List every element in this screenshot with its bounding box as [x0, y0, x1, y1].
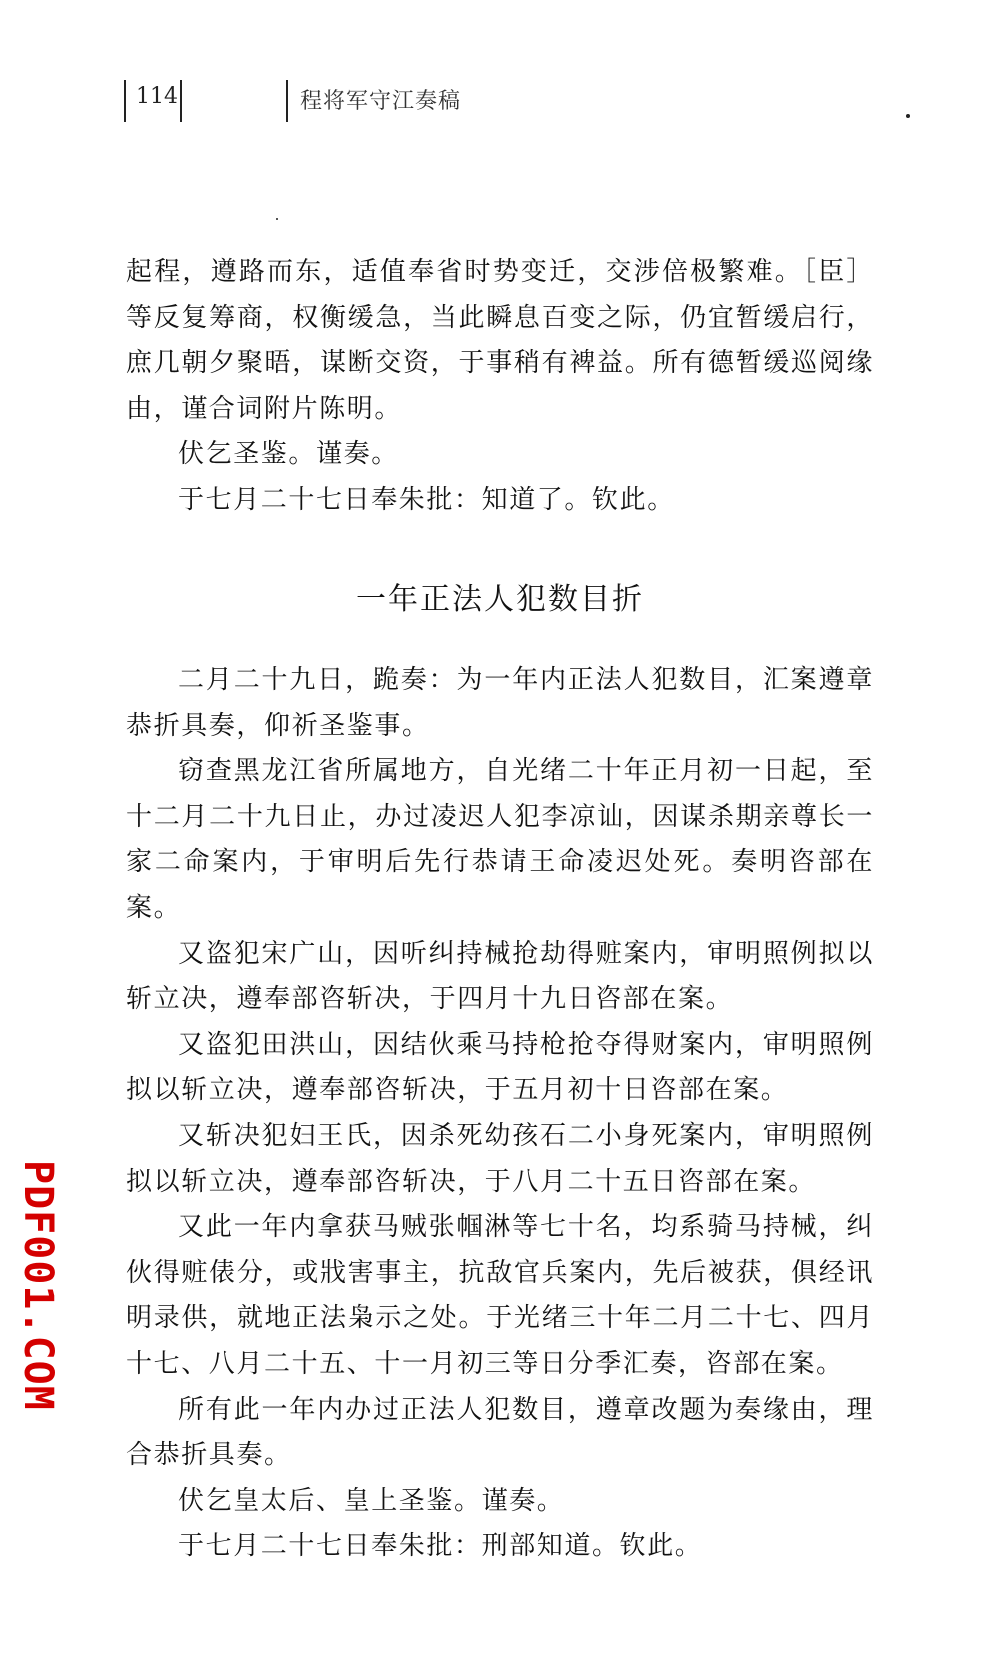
paragraph: 伏乞皇太后、皇上圣鉴。谨奏。 — [178, 1485, 565, 1516]
section-title: 一年正法人犯数目折 — [356, 582, 644, 617]
paragraph: 所有此一年内办过正法人犯数目，遵章改题为奏缘由，理合恭折具奏。 — [126, 1394, 874, 1471]
paragraph: 又盗犯宋广山，因听纠持械抢劫得赃案内，审明照例拟以斩立决，遵奉部咨斩决，于四月十九日咨部在案。 — [126, 938, 874, 1015]
book-title: 程将军守江奏稿 — [300, 89, 462, 114]
paragraph: 于七月二十七日奉朱批：知道了。钦此。 — [178, 484, 675, 515]
paragraph: 伏乞圣鉴。谨奏。 — [178, 439, 399, 470]
page-header — [124, 74, 904, 122]
paragraph: 于七月二十七日奉朱批：刑部知道。钦此。 — [178, 1531, 703, 1562]
paragraph: 又此一年内拿获马贼张帼淋等七十名，均系骑马持械，纠伙得赃俵分，或戕害事主，抗敌官兵案内，先后被获，俱经讯明录供，就地正法枭示之处。于光绪三十年二月二十七、四月十七、八月二十五、十一月初三等日分季汇奏，咨部在案。 — [126, 1212, 874, 1379]
speck-mark — [906, 114, 910, 118]
paragraph: 又斩决犯妇王氏，因杀死幼孩石二小身死案内，审明照例拟以斩立决，遵奉部咨斩决，于八月二十五日咨部在案。 — [126, 1120, 874, 1197]
paragraph: 窃查黑龙江省所属地方，自光绪二十年正月初一日起，至十二月二十九日止，办过凌迟人犯李凉讪，因谋杀期亲尊长一家二命案内，于审明后先行恭请王命凌迟处死。奏明咨部在案。 — [126, 756, 874, 923]
top-text-block — [126, 250, 874, 524]
paragraph: 二月二十九日，跪奏：为一年内正法人犯数目，汇案遵章恭折具奏，仰祈圣鉴事。 — [126, 665, 874, 741]
header-rule-right — [286, 80, 288, 122]
section-body — [126, 658, 874, 1570]
speck-mark — [276, 218, 278, 220]
paragraph: 起程，遵路而东，适值奉省时势变迁，交涉倍极繁难。［臣］等反复筹商，权衡缓急，当此瞬息百变之际，仍宜暂缓启行，庶几朝夕聚晤，谋断交资，于事稍有裨益。所有德暂缓巡阅缘由，谨合词附片陈明。 — [126, 257, 874, 424]
paragraph: 又盗犯田洪山，因结伙乘马持枪抢夺得财案内，审明照例拟以斩立决，遵奉部咨斩决，于五月初十日咨部在案。 — [126, 1029, 874, 1106]
page-number: 114 — [136, 84, 178, 109]
watermark: PDF001.COM — [15, 1160, 61, 1411]
header-rule-left — [124, 80, 126, 122]
header-rule-middle — [180, 80, 182, 122]
